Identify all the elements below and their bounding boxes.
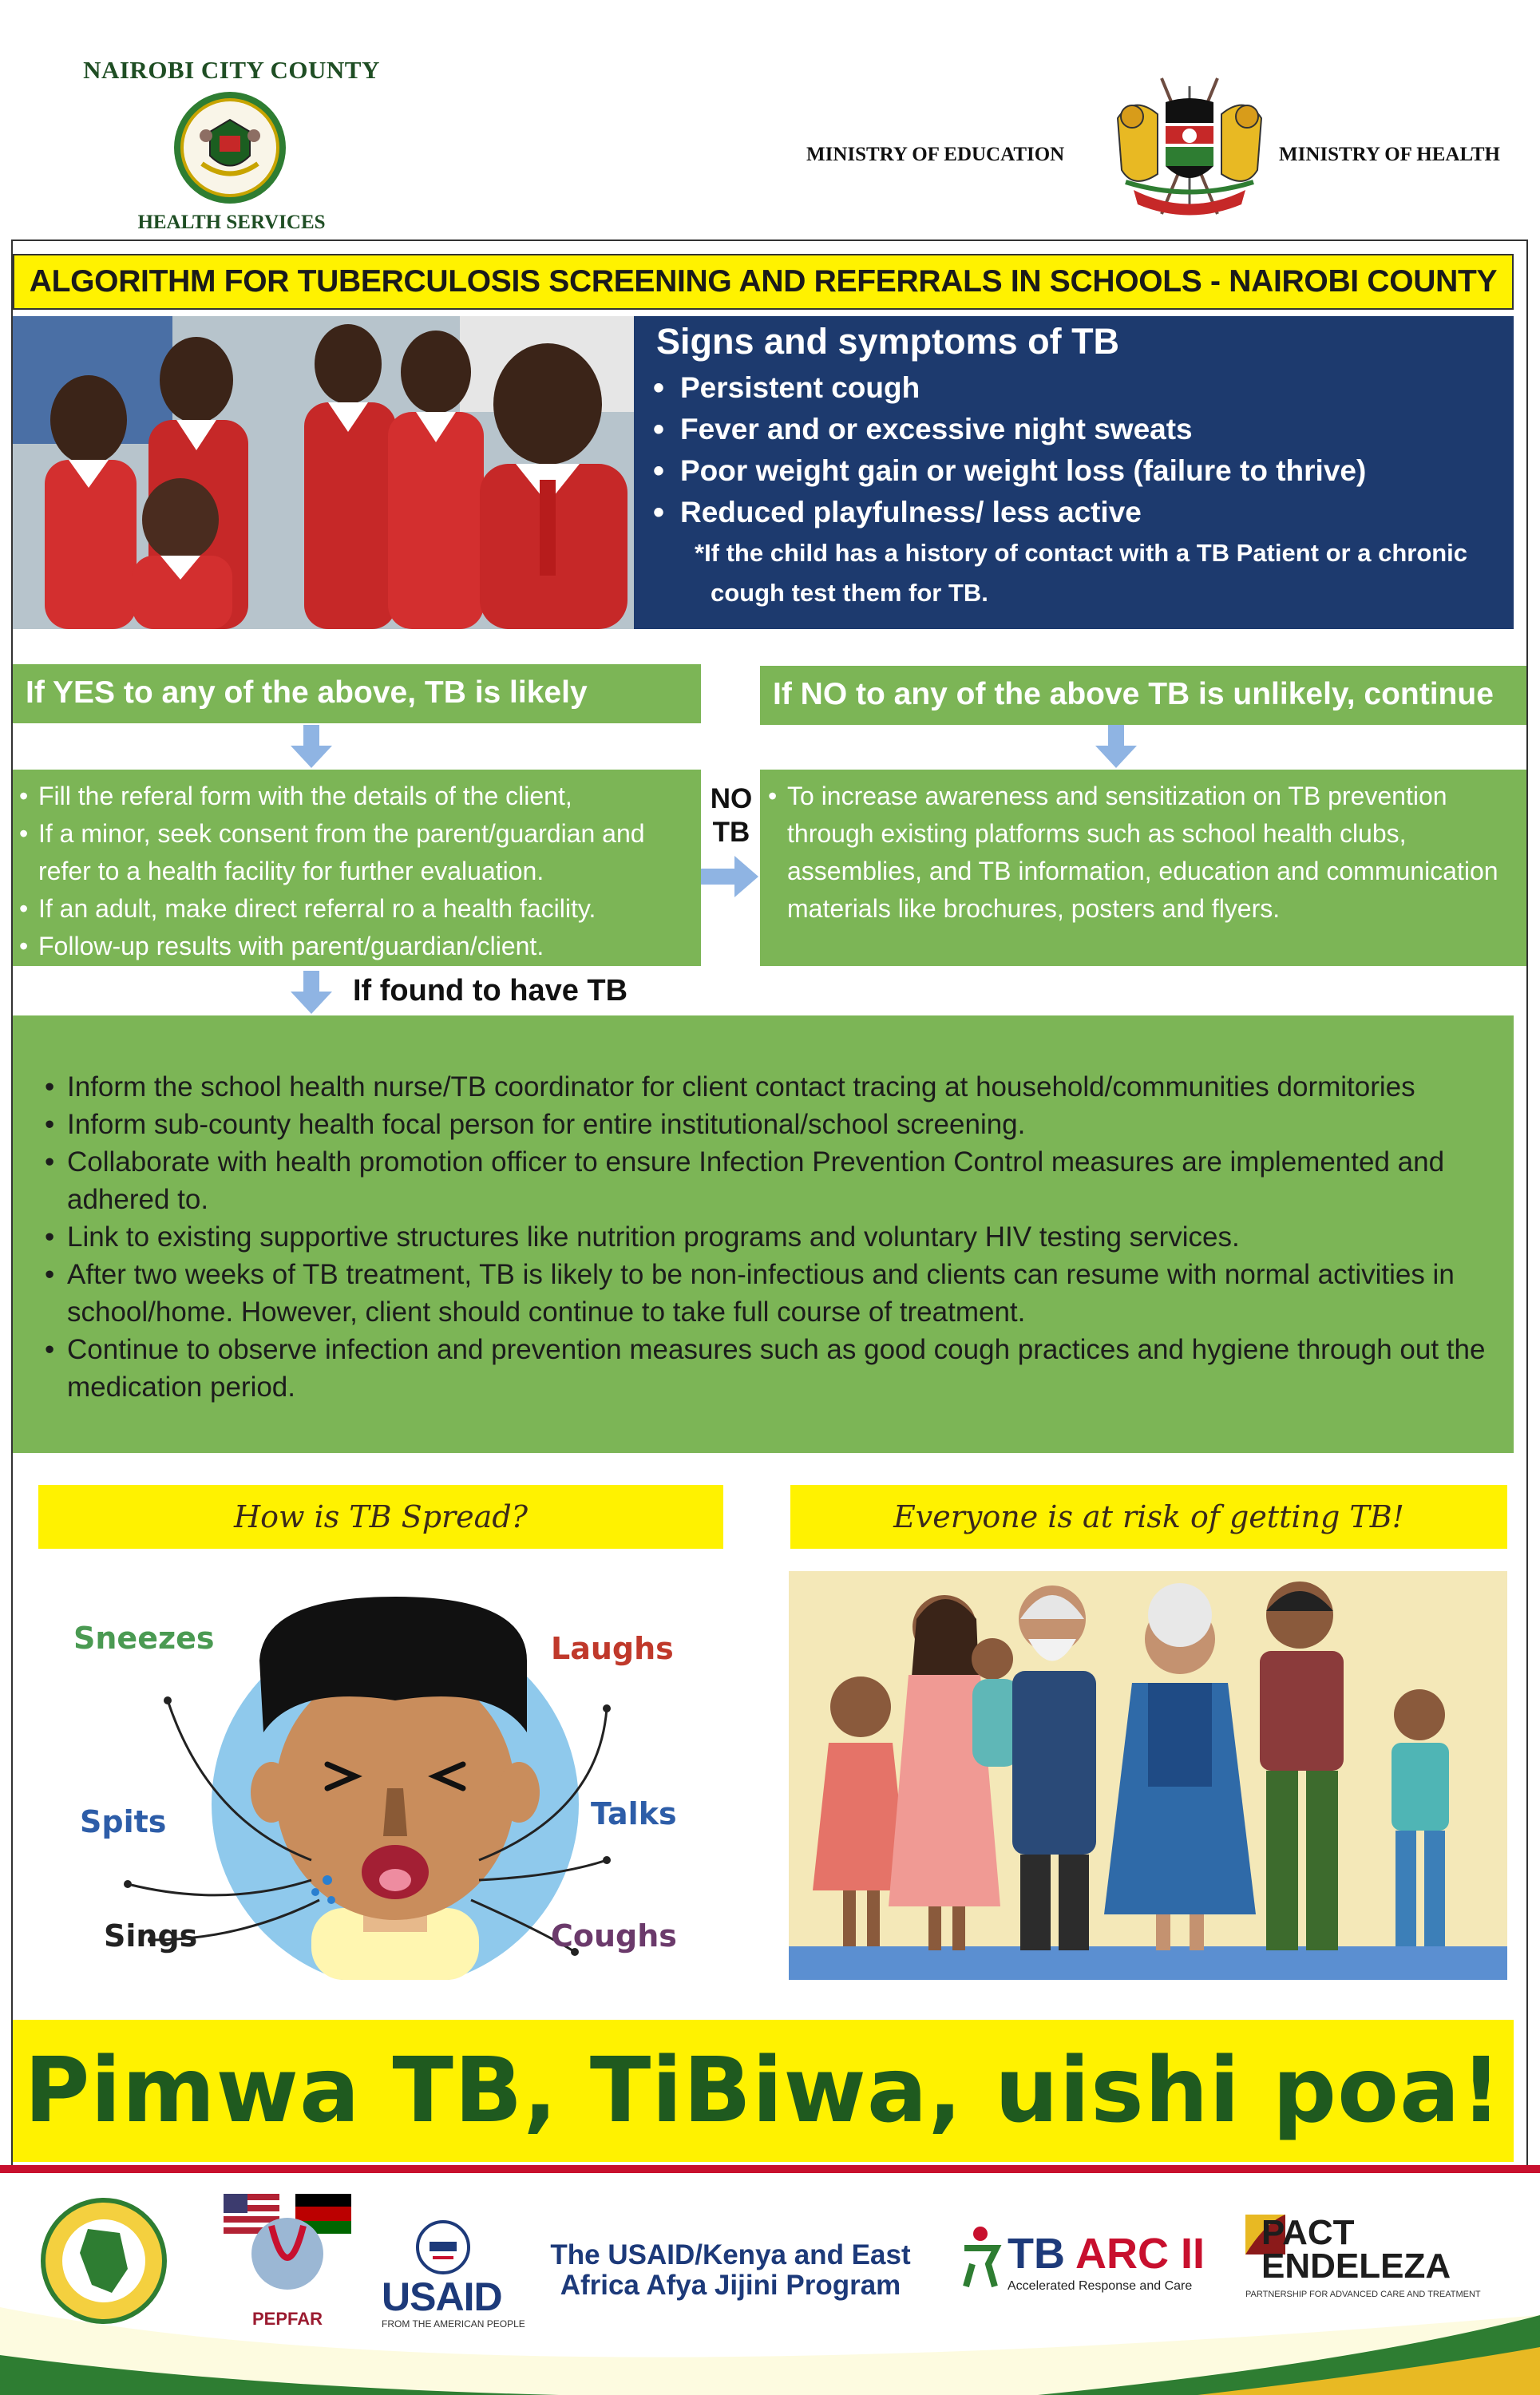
signs-list bbox=[650, 367, 1514, 533]
list-item: • Continue to observe infection and prevention measures such as good cough practices and hygiene through out the medication period. bbox=[37, 1331, 1506, 1406]
pepfar-label: PEPFAR bbox=[251, 2309, 323, 2329]
tb-arc-sublabel: Accelerated Response and Care bbox=[1008, 2279, 1193, 2293]
no-tb-label-line1: NO bbox=[710, 783, 753, 814]
pact-endeleza-label bbox=[1261, 2213, 1451, 2286]
list-item: • Fill the referal form with the details of the client, bbox=[16, 778, 696, 815]
school-children-photo bbox=[13, 316, 634, 629]
county-header bbox=[56, 56, 407, 85]
pact-endeleza-sublabel: PARTNERSHIP FOR ADVANCED CARE AND TREATMENT bbox=[1245, 2290, 1481, 2299]
list-item: • Reduced playfulness/ less active bbox=[650, 492, 1514, 533]
kenya-coat-of-arms-logo bbox=[1102, 70, 1277, 226]
afya-line2: Africa Afya Jijini Program bbox=[560, 2270, 901, 2301]
yes-actions-list bbox=[16, 778, 696, 965]
list-item: • Link to existing supportive structures like nutrition programs and voluntary HIV testing services. bbox=[37, 1218, 1506, 1256]
found-tb-label: If found to have TB bbox=[353, 974, 628, 1007]
no-tb-label bbox=[703, 782, 760, 849]
ministry-health-label: MINISTRY OF HEALTH bbox=[1279, 144, 1500, 165]
county-seal-logo bbox=[170, 88, 290, 208]
list-item: • Poor weight gain or weight loss (failure to thrive) bbox=[650, 450, 1514, 492]
risk-heading: Everyone is at risk of getting TB! bbox=[790, 1485, 1507, 1549]
slogan-banner bbox=[13, 2020, 1514, 2162]
county-title: NAIROBI CITY COUNTY bbox=[83, 56, 380, 84]
signs-symptoms-panel bbox=[634, 316, 1514, 629]
pact-line1: PACT bbox=[1261, 2213, 1355, 2252]
tb-arc-figure-logo bbox=[956, 2224, 1004, 2288]
tb-arc-red: ARC II bbox=[1075, 2230, 1205, 2278]
usaid-seal-logo bbox=[415, 2219, 471, 2275]
tb-found-actions-list bbox=[37, 1068, 1506, 1406]
sneezes-label: Sneezes bbox=[73, 1621, 215, 1656]
slogan-text: Pimwa TB, TiBiwa, uishi poa! bbox=[24, 2039, 1502, 2143]
down-arrow-icon bbox=[287, 725, 335, 770]
ministry-education-label: MINISTRY OF EDUCATION bbox=[806, 144, 1065, 165]
list-item: • After two weeks of TB treatment, TB is likely to be non-infectious and clients can resume with normal activities in school/home. However, client should continue to take full course of treatment. bbox=[37, 1256, 1506, 1331]
list-item: • If an adult, make direct referral ro a health facility. bbox=[16, 890, 696, 928]
no-branch-actions bbox=[760, 770, 1526, 966]
county-subtitle: HEALTH SERVICES bbox=[137, 212, 326, 233]
no-branch-heading: If NO to any of the above TB is unlikely, continue bbox=[760, 666, 1526, 725]
list-item: • Collaborate with health promotion officer to ensure Infection Prevention Control measures are implemented and adhered to. bbox=[37, 1143, 1506, 1218]
list-item: • Inform the school health nurse/TB coordinator for client contact tracing at household/communities dormitories bbox=[37, 1068, 1506, 1106]
down-arrow-icon bbox=[1092, 725, 1140, 770]
yes-branch-actions bbox=[13, 770, 701, 966]
spread-heading: How is TB Spread? bbox=[38, 1485, 723, 1549]
usaid-label: USAID bbox=[382, 2274, 502, 2319]
list-item: • Inform sub-county health focal person for entire institutional/school screening. bbox=[37, 1106, 1506, 1143]
page-title: ALGORITHM FOR TUBERCULOSIS SCREENING AND REFERRALS IN SCHOOLS - NAIROBI COUNTY bbox=[29, 264, 1498, 299]
no-actions-list bbox=[765, 778, 1522, 928]
pact-line2: ENDELEZA bbox=[1261, 2247, 1451, 2286]
family-illustration bbox=[789, 1571, 1507, 1980]
list-item: • Fever and or excessive night sweats bbox=[650, 409, 1514, 450]
list-item: • To increase awareness and sensitization on TB prevention through existing platforms such as school health clubs, assemblies, and TB information, education and communication materials like brochures, posters and flyers. bbox=[765, 778, 1522, 928]
laughs-label: Laughs bbox=[551, 1631, 674, 1666]
tb-arc-main: TB bbox=[1008, 2230, 1075, 2278]
list-item: • If a minor, seek consent from the parent/guardian and refer to a health facility for further evaluation. bbox=[16, 815, 696, 890]
usaid-sublabel: FROM THE AMERICAN PEOPLE bbox=[382, 2318, 525, 2330]
no-tb-label-line2: TB bbox=[712, 817, 750, 848]
tb-spread-illustration bbox=[48, 1565, 719, 1980]
sings-label: Sings bbox=[104, 1918, 198, 1954]
contact-note: *If the child has a history of contact with a TB Patient or a chronic cough test them for TB. bbox=[695, 539, 1468, 607]
afya-jijini-program-label bbox=[543, 2240, 918, 2301]
list-item: • Persistent cough bbox=[650, 367, 1514, 409]
right-arrow-icon bbox=[701, 853, 760, 901]
title-banner bbox=[13, 254, 1514, 310]
afya-line1: The USAID/Kenya and East bbox=[550, 2239, 911, 2270]
signs-heading: Signs and symptoms of TB bbox=[656, 321, 1120, 362]
coughs-label: Coughs bbox=[551, 1918, 677, 1954]
talks-label: Talks bbox=[591, 1796, 677, 1831]
pepfar-logo bbox=[216, 2186, 359, 2306]
tb-found-actions bbox=[13, 1015, 1514, 1453]
spits-label: Spits bbox=[80, 1804, 167, 1839]
footer-divider bbox=[0, 2165, 1540, 2173]
list-item: • Follow-up results with parent/guardian/client. bbox=[16, 928, 696, 965]
yes-branch-heading: If YES to any of the above, TB is likely bbox=[13, 664, 701, 723]
ministry-of-health-logo bbox=[40, 2197, 168, 2325]
tb-arc-label bbox=[1008, 2229, 1205, 2278]
down-arrow-icon bbox=[287, 971, 335, 1015]
